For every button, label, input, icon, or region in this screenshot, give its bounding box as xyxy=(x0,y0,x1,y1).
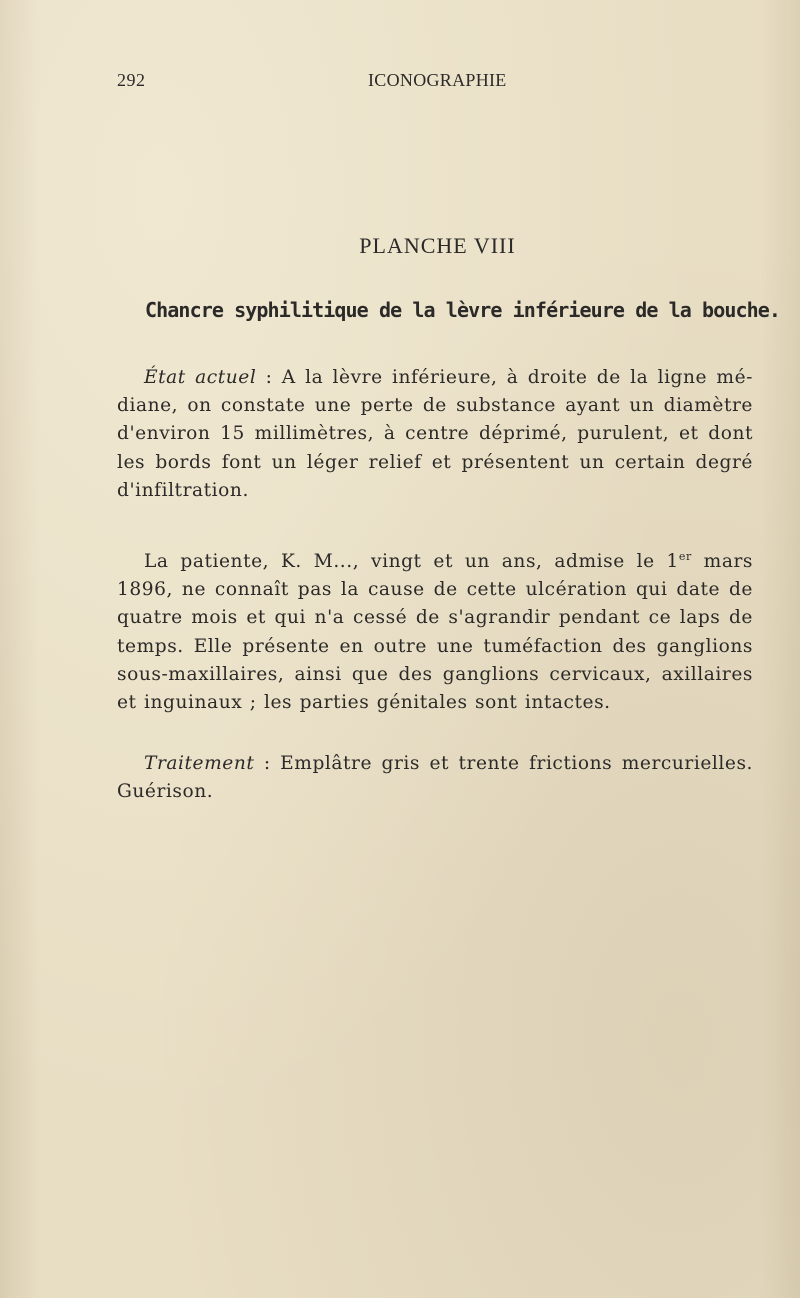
text-line: sous-maxillaires, ainsi que des ganglions cervicaux, axillaires xyxy=(117,663,753,685)
ordinal-superscript: er xyxy=(678,550,692,563)
text-line: temps. Elle présente en outre une tuméfaction des ganglions xyxy=(117,635,753,657)
page-number: 292 xyxy=(117,70,146,90)
section-label-etat-actuel: État actuel xyxy=(144,367,257,388)
text-line: 1896, ne connaît pas la cause de cette ulcération qui date de xyxy=(117,579,753,601)
text-line: Guérison. xyxy=(117,781,214,803)
paragraph-etat-actuel xyxy=(117,364,753,505)
text-fragment: mars xyxy=(691,551,754,572)
text-line: diane, on constate une perte de substance ayant un diamètre xyxy=(117,395,753,417)
plate-title: PLANCHE VIII xyxy=(359,233,516,258)
text-line xyxy=(117,548,753,576)
text-fragment: : A la lèvre inférieure, à droite de la ligne mé- xyxy=(256,367,753,388)
text-fragment: : Emplâtre gris et trente frictions mercurielles. xyxy=(254,753,753,774)
text-line xyxy=(117,750,753,778)
text-line: d'environ 15 millimètres, à centre déprimé, purulent, et dont xyxy=(117,423,753,445)
text-line xyxy=(117,364,753,392)
text-fragment: La patiente, K. M..., vingt et un ans, admise le 1 xyxy=(144,551,679,572)
running-title: ICONOGRAPHIE xyxy=(368,70,507,90)
plate-subtitle: Chancre syphilitique de la lèvre inférieure de la bouche. xyxy=(145,298,781,322)
text-line: quatre mois et qui n'a cessé de s'agrandir pendant ce laps de xyxy=(117,607,753,629)
running-header xyxy=(117,70,749,96)
paragraph-patiente xyxy=(117,548,753,717)
paragraph-traitement xyxy=(117,750,753,806)
text-line: les bords font un léger relief et présentent un certain degré xyxy=(117,451,753,473)
section-label-traitement: Traitement xyxy=(144,753,255,774)
text-line: d'infiltration. xyxy=(117,479,249,501)
text-line: et inguinaux ; les parties génitales sont intactes. xyxy=(117,692,611,714)
